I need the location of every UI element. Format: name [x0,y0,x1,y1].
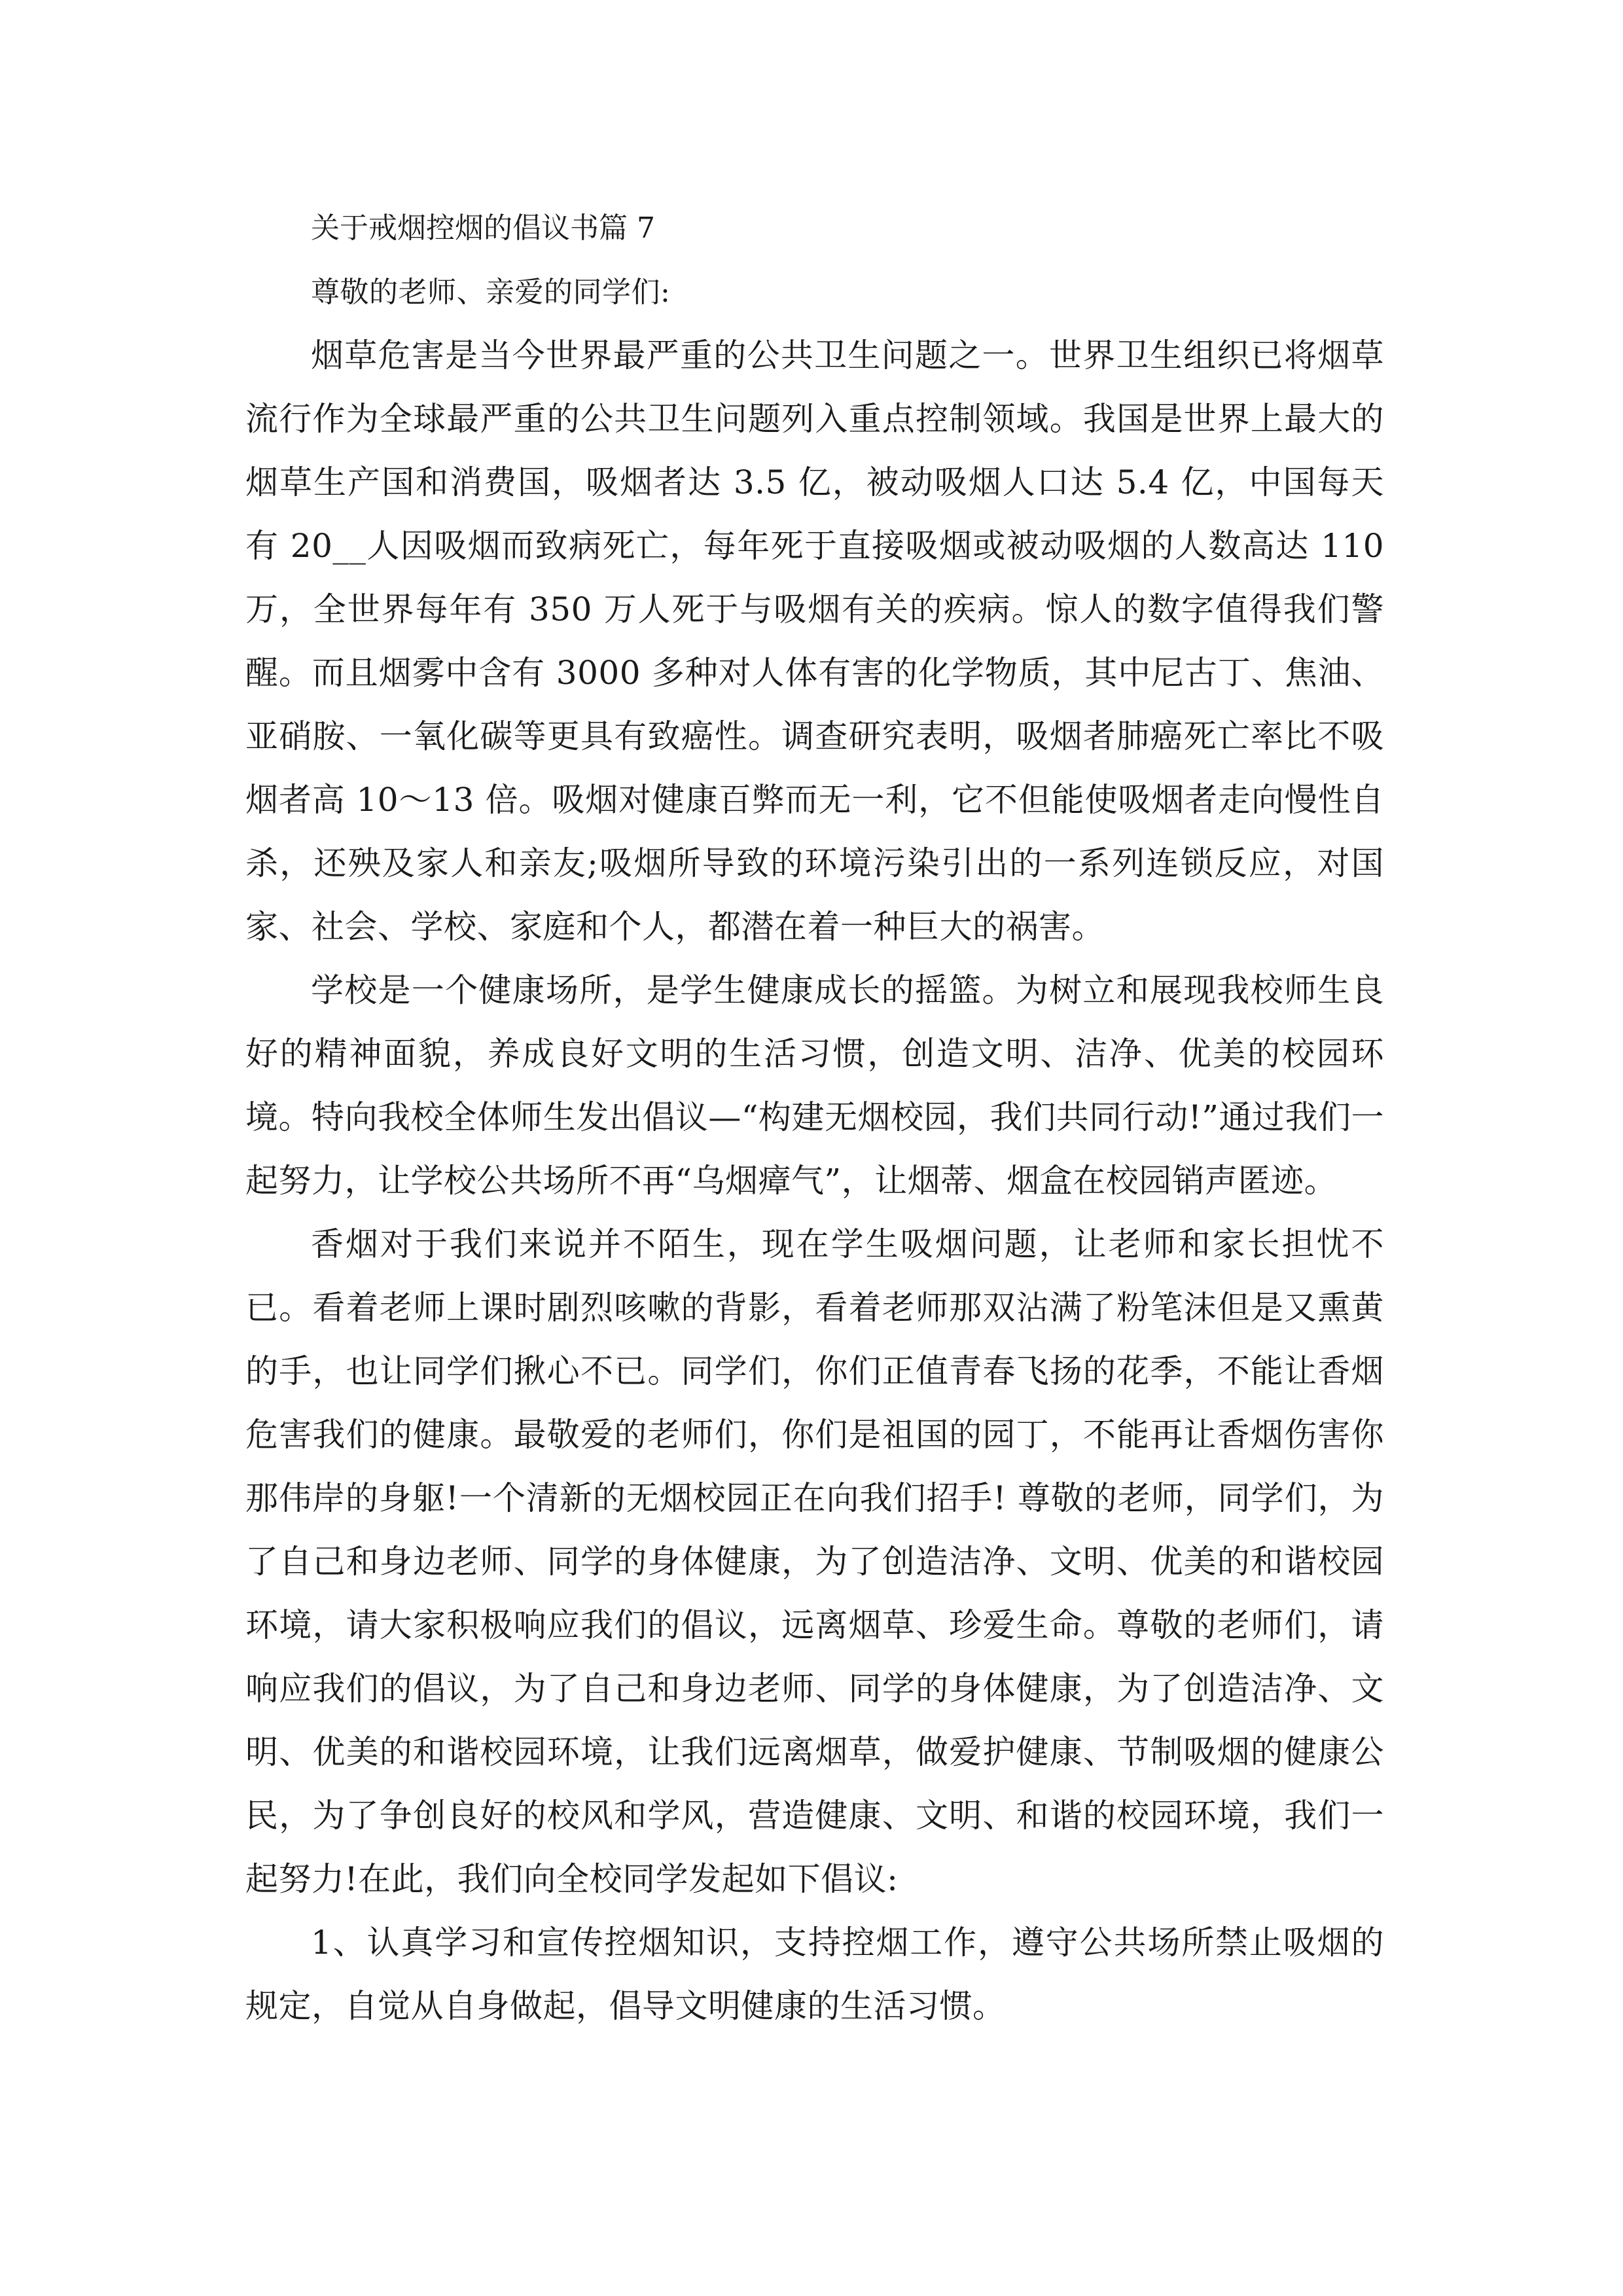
paragraph-school-initiative: 学校是一个健康场所，是学生健康成长的摇篮。为树立和展现我校师生良好的精神面貌，养成良好文明的生活习惯，创造文明、洁净、优美的校园环境。特向我校全体师生发出倡议—“构建无烟校园，我们共同行动!”通过我们一起努力，让学校公共场所不再“乌烟瘴气”，让烟蒂、烟盒在校园销声匿迹。 [245,971,1384,1200]
document-title: 关于戒烟控烟的倡议书篇 7 [311,211,655,245]
paragraph-item-1: 1、认真学习和宣传控烟知识，支持控烟工作，遵守公共场所禁止吸烟的规定，自觉从自身做起，倡导文明健康的生活习惯。 [245,1924,1384,2025]
document-body [245,196,1384,2038]
greeting-line: 尊敬的老师、亲爱的同学们: [311,276,671,309]
paragraph-tobacco-harm: 烟草危害是当今世界最严重的公共卫生问题之一。世界卫生组织已将烟草流行作为全球最严重的公共卫生问题列入重点控制领域。我国是世界上最大的烟草生产国和消费国，吸烟者达 3.5 亿，被动吸烟人口达 5.4 亿，中国每天有 20__人因吸烟而致病死亡，每年死于直接吸烟或被动吸烟的人数高达 110 万，全世界每年有 350 万人死于与吸烟有关的疾病。惊人的数字值得我们警醒。而且烟雾中含有 3000 多种对人体有害的化学物质，其中尼古丁、焦油、亚硝胺、一氧化碳等更具有致癌性。调查研究表明，吸烟者肺癌死亡率比不吸烟者高 10～13 倍。吸烟对健康百弊而无一利，它不但能使吸烟者走向慢性自杀，还殃及家人和亲友;吸烟所导致的环境污染引出的一系列连锁反应，对国家、社会、学校、家庭和个人，都潜在着一种巨大的祸害。 [245,336,1384,946]
paragraph-appeal: 香烟对于我们来说并不陌生，现在学生吸烟问题，让老师和家长担忧不已。看着老师上课时剧烈咳嗽的背影，看着老师那双沾满了粉笔沫但是又熏黄的手，也让同学们揪心不已。同学们，你们正值青春飞扬的花季，不能让香烟危害我们的健康。最敬爱的老师们，你们是祖国的园丁，不能再让香烟伤害你那伟岸的身躯!一个清新的无烟校园正在向我们招手! 尊敬的老师，同学们，为了自己和身边老师、同学的身体健康，为了创造洁净、文明、优美的和谐校园环境，请大家积极响应我们的倡议，远离烟草、珍爱生命。尊敬的老师们，请响应我们的倡议，为了自己和身边老师、同学的身体健康，为了创造洁净、文明、优美的和谐校园环境，让我们远离烟草，做爱护健康、节制吸烟的健康公民，为了争创良好的校风和学风，营造健康、文明、和谐的校园环境，我们一起努力!在此，我们向全校同学发起如下倡议: [245,1225,1384,1898]
